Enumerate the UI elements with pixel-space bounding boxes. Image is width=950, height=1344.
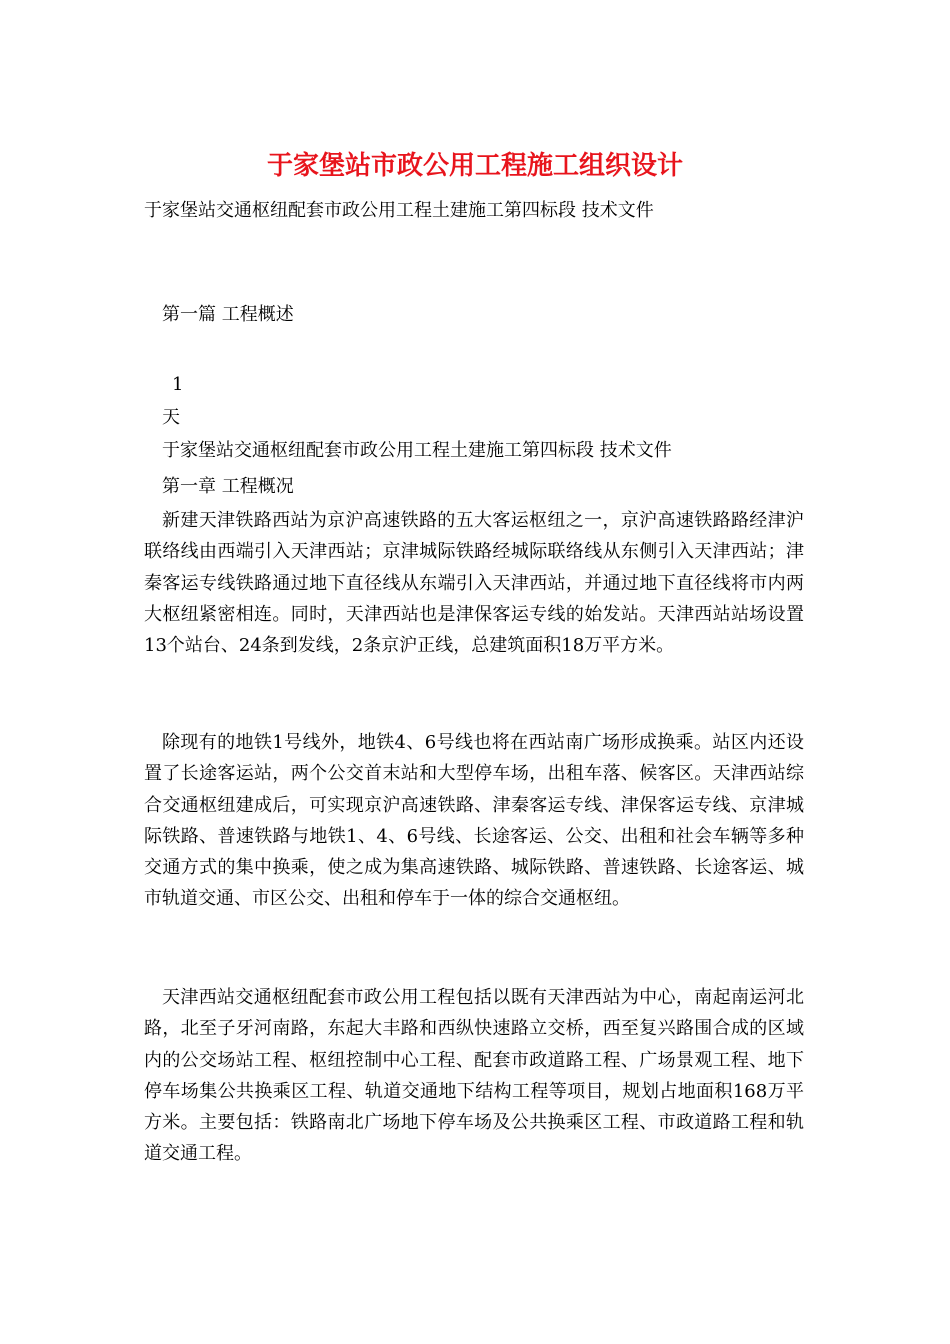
body-paragraph-3: 天津西站交通枢纽配套市政公用工程包括以既有天津西站为中心，南起南运河北路，北至子牙河南路，东起大丰路和西纵快速路立交桥，西至复兴路围合成的区域内的公交场站工程、枢纽控制中心工程、配套市政道路工程、广场景观工程、地下停车场集公共换乘区工程、轨道交通地下结构工程等项目，规划占地面积168万平方米。主要包括：铁路南北广场地下停车场及公共换乘区工程、市政道路工程和轨道交通工程。 [144, 987, 804, 1165]
header-repeat: 于家堡站交通枢纽配套市政公用工程土建施工第四标段 技术文件 [162, 440, 672, 461]
part-heading: 第一篇 工程概述 [162, 304, 294, 325]
chapter-heading: 第一章 工程概况 [162, 476, 294, 497]
page-number: 1 [172, 374, 184, 395]
body-paragraph-1: 新建天津铁路西站为京沪高速铁路的五大客运枢纽之一，京沪高速铁路路经津沪联络线由西端引入天津西站；京津城际铁路经城际联络线从东侧引入天津西站；津秦客运专线铁路通过地下直径线从东端引入天津西站，并通过地下直径线将市内两大枢纽紧密相连。同时，天津西站也是津保客运专线的始发站。天津西站站场设置13个站台、24条到发线，2条京沪正线，总建筑面积18万平方米。 [144, 510, 804, 657]
body-paragraph-2: 除现有的地铁1号线外，地铁4、6号线也将在西站南广场形成换乘。站区内还设置了长途客运站，两个公交首末站和大型停车场，出租车落、候客区。天津西站综合交通枢纽建成后，可实现京沪高速铁路、津秦客运专线、津保客运专线、京津城际铁路、普速铁路与地铁1、4、6号线、长途客运、公交、出租和社会车辆等多种交通方式的集中换乘，使之成为集高速铁路、城际铁路、普速铁路、长途客运、城市轨道交通、市区公交、出租和停车于一体的综合交通枢纽。 [144, 732, 804, 910]
document-title: 于家堡站市政公用工程施工组织设计 [266, 151, 683, 181]
document-subtitle: 于家堡站交通枢纽配套市政公用工程土建施工第四标段 技术文件 [144, 200, 654, 221]
stray-character: 天 [162, 407, 180, 428]
